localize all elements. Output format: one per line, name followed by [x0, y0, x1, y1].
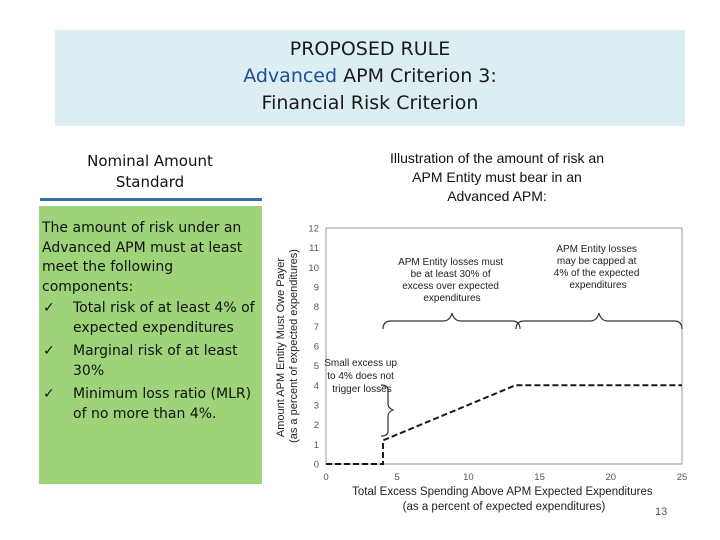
title-line-2 — [55, 63, 685, 90]
x-tick-label: 5 — [394, 472, 400, 483]
y-tick-label: 12 — [308, 223, 319, 235]
checkmark-icon: ✓ — [43, 300, 55, 316]
brace-marginal-risk — [383, 313, 520, 329]
title-line-3: Financial Risk Criterion — [261, 92, 479, 114]
slide-title — [55, 36, 685, 117]
y-tick-label: 11 — [309, 243, 319, 255]
y-tick-label: 3 — [313, 400, 319, 412]
title-accent-word: Advanced — [243, 65, 338, 87]
y-tick-label: 6 — [313, 341, 319, 353]
y-tick-label: 5 — [313, 361, 319, 373]
checkmark-icon: ✓ — [43, 386, 55, 402]
chart-heading-line-2: APM Entity must bear in an — [412, 169, 582, 185]
title-line-2-rest: APM Criterion 3: — [343, 65, 497, 87]
y-tick-label: 1 — [313, 439, 319, 451]
title-line-1: PROPOSED RULE — [289, 38, 451, 60]
checkmark-icon: ✓ — [43, 343, 55, 359]
annotation-capped-losses: APM Entity losses may be capped at 4% of the expected expenditures — [553, 244, 640, 291]
x-axis-label: Total Excess Spending Above APM Expected Expenditures (as a percent of expected expenditures) — [352, 486, 653, 513]
x-tick-label: 10 — [463, 472, 474, 483]
chart-heading-line-3: Advanced APM: — [447, 188, 547, 204]
x-tick-label: 15 — [534, 472, 545, 483]
y-tick-label: 0 — [313, 459, 319, 471]
left-header-divider — [40, 198, 262, 201]
chart-heading — [352, 149, 642, 206]
annotation-small-excess: Small excess up to 4% does not trigger losses — [324, 358, 398, 395]
left-header-line-1: Nominal Amount — [87, 152, 213, 170]
risk-chart — [272, 218, 697, 518]
y-axis-label: Amount APM Entity Must Owe Payer (as a percent of expected expenditures) — [275, 249, 300, 443]
requirement-text: Minimum loss ratio (MLR) of no more than 4%. — [73, 386, 252, 422]
x-tick-label: 0 — [323, 472, 329, 483]
risk-series-line — [326, 385, 682, 464]
requirement-item — [42, 342, 256, 381]
requirement-text: Marginal risk of at least 30% — [73, 343, 238, 379]
y-tick-label: 2 — [313, 420, 319, 432]
requirements-text — [42, 219, 256, 428]
x-axis-ticks — [323, 472, 687, 483]
y-tick-label: 10 — [308, 262, 319, 274]
page-number: 13 — [655, 506, 668, 518]
left-panel-header — [40, 151, 260, 193]
y-tick-label: 4 — [313, 380, 319, 392]
y-axis-ticks — [308, 224, 319, 471]
brace-capped-losses — [516, 313, 682, 329]
x-tick-label: 25 — [676, 472, 688, 483]
requirement-text: Total risk of at least 4% of expected expenditures — [73, 300, 255, 336]
chart-heading-line-1: Illustration of the amount of risk an — [390, 150, 604, 166]
y-tick-label: 8 — [313, 302, 319, 314]
left-header-line-2: Standard — [115, 173, 185, 191]
requirements-list — [42, 299, 256, 424]
y-tick-label: 9 — [313, 282, 319, 294]
x-tick-label: 20 — [605, 472, 617, 483]
requirement-item — [42, 385, 256, 424]
requirement-item — [42, 299, 256, 338]
y-tick-label: 7 — [313, 321, 319, 333]
annotation-marginal-risk: APM Entity losses must be at least 30% of excess over expected expenditures — [398, 257, 504, 304]
requirements-intro: The amount of risk under an Advanced APM must at least meet the following components: — [42, 220, 243, 295]
